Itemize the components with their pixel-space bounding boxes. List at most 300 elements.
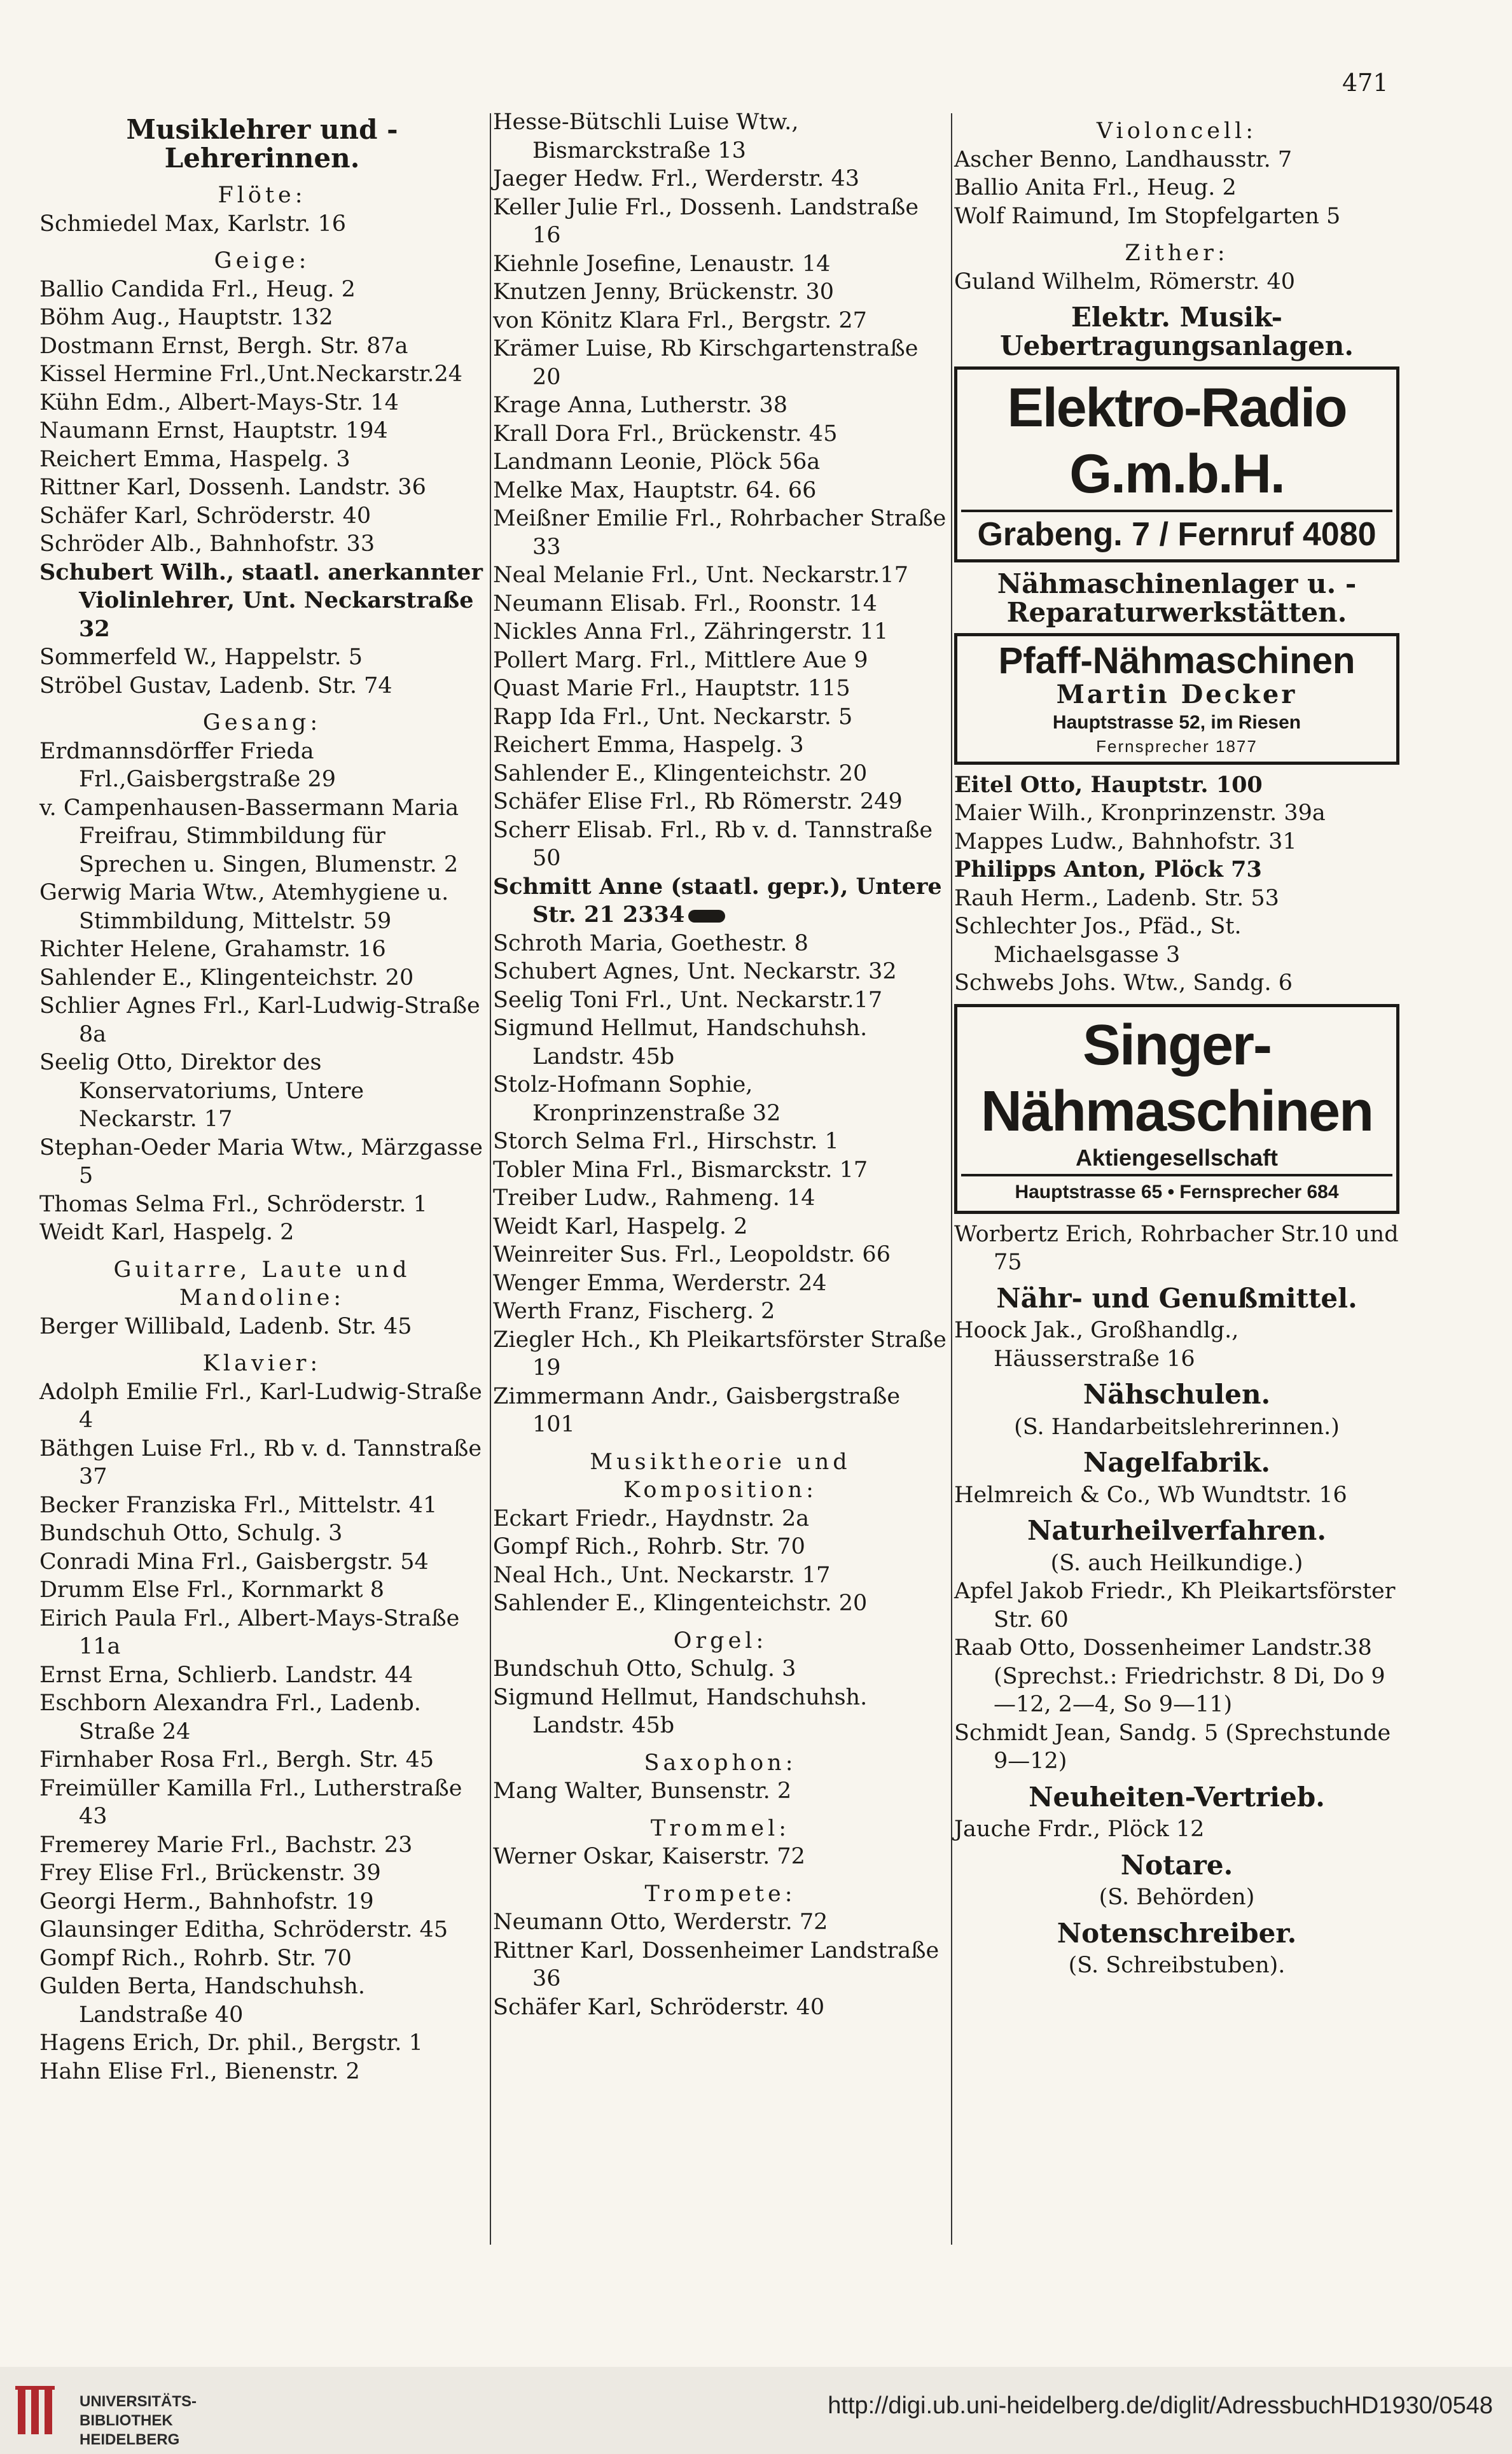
entry-text: Böhm Aug., Hauptstr. 132 bbox=[39, 305, 333, 330]
entry-text: Zither: bbox=[1125, 241, 1229, 266]
entry-text: Neumann Otto, Werderstr. 72 bbox=[493, 1909, 828, 1935]
section-heading bbox=[954, 303, 1399, 360]
directory-entry bbox=[493, 618, 948, 646]
directory-entry bbox=[493, 278, 948, 307]
entry-text: Eirich Paula Frl., Albert-Mays-Straße 11a bbox=[39, 1605, 460, 1659]
entry-text: Saxophon: bbox=[644, 1750, 797, 1776]
directory-entry bbox=[39, 1689, 485, 1746]
directory-entry bbox=[954, 884, 1399, 913]
entry-text: Pollert Marg. Frl., Mittlere Aue 9 bbox=[493, 647, 868, 673]
ad-singer-address: Hauptstrasse 65 • Fernsprecher 684 bbox=[1015, 1181, 1339, 1203]
entry-text: Eschborn Alexandra Frl., Ladenb. Straße 24 bbox=[39, 1691, 421, 1745]
directory-entry bbox=[39, 275, 485, 304]
directory-entry bbox=[954, 1481, 1399, 1510]
column-2 bbox=[493, 108, 948, 2021]
directory-entry bbox=[39, 1548, 485, 1577]
ad-divider bbox=[961, 1174, 1392, 1176]
entry-text: Eitel Otto, Hauptstr. 100 bbox=[954, 771, 1263, 798]
entry-text: Jaeger Hedw. Frl., Werderstr. 43 bbox=[493, 166, 859, 192]
entry-text: Schubert Wilh., staatl. anerkannter Violinlehrer, Unt. Neckarstraße 32 bbox=[39, 559, 483, 642]
entry-text: Conradi Mina Frl., Gaisbergstr. 54 bbox=[39, 1549, 429, 1575]
entry-text: Orgel: bbox=[673, 1628, 768, 1654]
entry-text: Maier Wilh., Kronprinzenstr. 39a bbox=[954, 800, 1326, 826]
directory-entry bbox=[954, 771, 1399, 800]
entry-text: v. Campenhausen-Bassermann Maria Freifrau, Stimmbildung für Sprechen u. Singen, Blumenstr. 2 bbox=[39, 795, 459, 877]
entry-text: Reichert Emma, Haspelg. 3 bbox=[493, 732, 804, 758]
directory-entry bbox=[493, 1505, 948, 1533]
entry-text: Glaunsinger Editha, Schröderstr. 45 bbox=[39, 1917, 448, 1942]
entry-text: Eckart Friedr., Haydnstr. 2a bbox=[493, 1505, 810, 1531]
directory-entry bbox=[39, 417, 485, 445]
entry-text: Guland Wilhelm, Römerstr. 40 bbox=[954, 268, 1296, 295]
directory-entry bbox=[493, 1326, 948, 1383]
ad-elektro-radio-name: Elektro-Radio G.m.b.H. bbox=[1007, 377, 1347, 505]
entry-text: Schmidt Jean, Sandg. 5 (Sprechstunde 9—12) bbox=[954, 1720, 1391, 1774]
directory-entry bbox=[493, 1777, 948, 1806]
directory-entry bbox=[954, 799, 1399, 828]
directory-entry bbox=[39, 1218, 485, 1247]
directory-entry bbox=[39, 360, 485, 389]
entry-text: (S. Handarbeitslehrerinnen.) bbox=[1014, 1414, 1340, 1440]
directory-entry bbox=[39, 473, 485, 502]
directory-entry bbox=[493, 731, 948, 760]
entry-text: Dostmann Ernst, Bergh. Str. 87a bbox=[39, 333, 408, 359]
entry-text: Musiktheorie und Komposition: bbox=[590, 1449, 851, 1503]
entry-text: Ascher Benno, Landhausstr. 7 bbox=[954, 146, 1293, 172]
entry-text: Nagelfabrik. bbox=[1083, 1447, 1271, 1478]
directory-entry bbox=[39, 1972, 485, 2029]
directory-entry bbox=[493, 1383, 948, 1439]
directory-entry bbox=[39, 1605, 485, 1661]
directory-entry bbox=[493, 193, 948, 250]
entry-text: Krall Dora Frl., Brückenstr. 45 bbox=[493, 421, 838, 447]
section-heading bbox=[954, 117, 1399, 146]
cross-reference bbox=[954, 1883, 1399, 1912]
directory-entry bbox=[954, 1815, 1399, 1844]
directory-entry bbox=[493, 1213, 948, 1241]
column-divider bbox=[951, 113, 952, 2245]
column-3 bbox=[954, 108, 1399, 1980]
entry-text: Seelig Toni Frl., Unt. Neckarstr.17 bbox=[493, 987, 883, 1013]
section-naehr-to-noten bbox=[954, 1220, 1399, 1980]
directory-entry bbox=[493, 1184, 948, 1213]
ad-pfaff-phone: Fernsprecher 1877 bbox=[1096, 736, 1258, 756]
directory-entry bbox=[39, 1049, 485, 1134]
directory-entry bbox=[493, 1561, 948, 1590]
entry-text: Nähschulen. bbox=[1083, 1379, 1271, 1410]
entry-text: Ernst Erna, Schlierb. Landstr. 44 bbox=[39, 1662, 413, 1688]
directory-entry bbox=[39, 1519, 485, 1548]
directory-entry bbox=[39, 964, 485, 993]
cross-reference bbox=[954, 1549, 1399, 1578]
entry-text: Worbertz Erich, Rohrbacher Str.10 und 75 bbox=[954, 1221, 1399, 1275]
directory-entry bbox=[493, 590, 948, 618]
directory-entry bbox=[39, 1746, 485, 1774]
entry-text: Rittner Karl, Dossenheimer Landstraße 36 bbox=[493, 1937, 940, 1991]
entry-text: Ziegler Hch., Kh Pleikartsförster Straße 19 bbox=[493, 1327, 947, 1381]
directory-entry bbox=[39, 643, 485, 672]
entry-text: Rapp Ida Frl., Unt. Neckarstr. 5 bbox=[493, 704, 853, 730]
directory-entry bbox=[493, 958, 948, 986]
entry-text: Knutzen Jenny, Brückenstr. 30 bbox=[493, 279, 835, 305]
directory-entry bbox=[39, 2058, 485, 2086]
entry-text: Fremerey Marie Frl., Bachstr. 23 bbox=[39, 1832, 413, 1858]
entry-text: Freimüller Kamilla Frl., Lutherstraße 43 bbox=[39, 1775, 462, 1829]
directory-entry bbox=[954, 1316, 1399, 1373]
entry-text: Werner Oskar, Kaiserstr. 72 bbox=[493, 1844, 805, 1869]
entry-text: Nähmaschinenlager u. -Reparaturwerkstätten. bbox=[997, 568, 1357, 628]
section-violoncell-zither bbox=[954, 117, 1399, 360]
entry-text: Gompf Rich., Rohrb. Str. 70 bbox=[493, 1534, 805, 1559]
directory-entry bbox=[39, 1134, 485, 1190]
entry-text: Treiber Ludw., Rahmeng. 14 bbox=[493, 1185, 815, 1211]
directory-entry bbox=[39, 445, 485, 474]
library-name-line: UNIVERSITÄTS- bbox=[80, 2393, 197, 2410]
entry-text: Berger Willibald, Ladenb. Str. 45 bbox=[39, 1313, 412, 1339]
entry-text: Apfel Jakob Friedr., Kh Pleikartsförster Str. 60 bbox=[954, 1579, 1396, 1633]
library-name-line: BIBLIOTHEK bbox=[80, 2412, 173, 2429]
entry-text: Werth Franz, Fischerg. 2 bbox=[493, 1299, 775, 1324]
entry-text: Schlechter Jos., Pfäd., St. Michaelsgasse 3 bbox=[954, 914, 1242, 968]
entry-text: Neal Melanie Frl., Unt. Neckarstr.17 bbox=[493, 562, 908, 588]
directory-entry bbox=[493, 1156, 948, 1185]
directory-entry bbox=[39, 1190, 485, 1219]
entry-text: Notenschreiber. bbox=[1057, 1917, 1297, 1949]
ad-pfaff bbox=[954, 633, 1399, 765]
directory-entry bbox=[39, 210, 485, 239]
entry-text: Naumann Ernst, Hauptstr. 194 bbox=[39, 418, 388, 443]
entry-text: Kiehnle Josefine, Lenaustr. 14 bbox=[493, 251, 831, 277]
directory-entry bbox=[493, 307, 948, 335]
directory-entry bbox=[493, 1014, 948, 1071]
ad-pfaff-name: Pfaff-Nähmaschinen bbox=[998, 640, 1356, 681]
entry-text: (S. Behörden) bbox=[1099, 1885, 1255, 1910]
entry-text: Rittner Karl, Dossenh. Landstr. 36 bbox=[39, 475, 426, 500]
section-heading bbox=[954, 1917, 1399, 1949]
entry-text: Musiklehrer und -Lehrerinnen. bbox=[126, 114, 398, 174]
entry-text: Sommerfeld W., Happelstr. 5 bbox=[39, 645, 363, 670]
directory-entry bbox=[493, 930, 948, 958]
ad-singer-name: Singer-Nähmaschinen bbox=[980, 1013, 1373, 1143]
entry-text: Reichert Emma, Haspelg. 3 bbox=[39, 446, 350, 472]
directory-entry bbox=[493, 674, 948, 703]
directory-entry bbox=[954, 1220, 1399, 1277]
entry-text: Rauh Herm., Ladenb. Str. 53 bbox=[954, 885, 1279, 911]
section-heading bbox=[493, 1749, 948, 1778]
directory-entry bbox=[39, 1313, 485, 1341]
entry-text: Bundschuh Otto, Schulg. 3 bbox=[493, 1656, 796, 1682]
entry-text: Gerwig Maria Wtw., Atemhygiene u. Stimmbildung, Mittelstr. 59 bbox=[39, 880, 449, 934]
directory-entry bbox=[39, 1916, 485, 1944]
directory-entry bbox=[954, 969, 1399, 998]
entry-text: Hahn Elise Frl., Bienenstr. 2 bbox=[39, 2058, 360, 2084]
directory-entry bbox=[493, 1533, 948, 1561]
section-heading bbox=[493, 1880, 948, 1909]
entry-text: Krämer Luise, Rb Kirschgartenstraße 20 bbox=[493, 336, 919, 390]
entry-text: Hoock Jak., Großhandlg., Häusserstraße 16 bbox=[954, 1318, 1239, 1372]
entry-text: Bäthgen Luise Frl., Rb v. d. Tannstraße 37 bbox=[39, 1435, 482, 1489]
section-heading bbox=[493, 1448, 948, 1505]
section-naehmaschinen-list bbox=[954, 771, 1399, 998]
section-heading bbox=[954, 1851, 1399, 1880]
entry-text: Schröder Alb., Bahnhofstr. 33 bbox=[39, 531, 375, 557]
section-heading bbox=[39, 1256, 485, 1313]
entry-text: Neuheiten-Vertrieb. bbox=[1029, 1781, 1325, 1813]
directory-entry bbox=[39, 1491, 485, 1520]
entry-text: Geige: bbox=[214, 248, 310, 274]
entry-text: (S. auch Heilkundige.) bbox=[1050, 1550, 1303, 1576]
entry-text: Ballio Anita Frl., Heug. 2 bbox=[954, 175, 1237, 200]
directory-entry bbox=[954, 828, 1399, 856]
entry-text: Storch Selma Frl., Hirschstr. 1 bbox=[493, 1129, 839, 1154]
entry-text: Jauche Frdr., Plöck 12 bbox=[954, 1816, 1205, 1842]
directory-entry bbox=[39, 1888, 485, 1916]
entry-text: Schmitt Anne (staatl. gepr.), Untere Str. 21 2334 bbox=[493, 873, 942, 928]
entry-text: Gompf Rich., Rohrb. Str. 70 bbox=[39, 1945, 352, 1971]
entry-text: Sahlender E., Klingenteichstr. 20 bbox=[493, 760, 868, 786]
entry-text: Raab Otto, Dossenheimer Landstr.38 (Sprechst.: Friedrichstr. 8 Di, Do 9—12, 2—4, So 9—11) bbox=[954, 1635, 1385, 1717]
directory-entry bbox=[39, 737, 485, 794]
entry-text: Schmiedel Max, Karlstr. 16 bbox=[39, 211, 346, 237]
directory-entry bbox=[39, 1944, 485, 1973]
entry-text: Drumm Else Frl., Kornmarkt 8 bbox=[39, 1577, 384, 1603]
directory-entry bbox=[493, 1241, 948, 1269]
ad-divider bbox=[961, 510, 1392, 512]
column-1 bbox=[39, 108, 485, 2086]
directory-entry bbox=[493, 420, 948, 449]
directory-entry bbox=[39, 530, 485, 559]
entry-text: Weidt Karl, Haspelg. 2 bbox=[493, 1213, 748, 1239]
entry-text: Meißner Emilie Frl., Rohrbacher Straße 33 bbox=[493, 506, 947, 560]
directory-entry bbox=[39, 303, 485, 332]
entry-text: Schwebs Johs. Wtw., Sandg. 6 bbox=[954, 970, 1293, 996]
entry-text: Bundschuh Otto, Schulg. 3 bbox=[39, 1521, 343, 1546]
directory-entry bbox=[493, 873, 948, 930]
university-library-logo-icon bbox=[13, 2383, 57, 2441]
directory-entry bbox=[493, 646, 948, 675]
section-heading bbox=[493, 1815, 948, 1843]
column-divider bbox=[490, 113, 491, 2245]
entry-text: Trommel: bbox=[650, 1815, 791, 1841]
directory-entry bbox=[954, 912, 1399, 969]
entry-text: Georgi Herm., Bahnhofstr. 19 bbox=[39, 1888, 374, 1914]
entry-text: Ballio Candida Frl., Heug. 2 bbox=[39, 276, 356, 302]
directory-entry bbox=[39, 1435, 485, 1491]
entry-text: Erdmannsdörffer Frieda Frl.,Gaisbergstraße 29 bbox=[39, 738, 336, 792]
telephone-icon bbox=[688, 910, 725, 923]
section-heading bbox=[954, 1517, 1399, 1545]
entry-text: Elektr. Musik-Uebertragungsanlagen. bbox=[1000, 302, 1354, 361]
directory-entry bbox=[493, 1655, 948, 1684]
entry-text: Ströbel Gustav, Ladenb. Str. 74 bbox=[39, 673, 392, 699]
library-name-line: HEIDELBERG bbox=[80, 2431, 180, 2448]
directory-entry bbox=[493, 1908, 948, 1937]
directory-entry bbox=[493, 477, 948, 505]
section-heading bbox=[39, 181, 485, 210]
directory-entry bbox=[954, 268, 1399, 296]
entry-text: Schäfer Karl, Schröderstr. 40 bbox=[39, 503, 371, 529]
section-heading bbox=[954, 1381, 1399, 1409]
directory-entry bbox=[493, 1937, 948, 1993]
cross-reference bbox=[954, 1951, 1399, 1980]
directory-entry bbox=[493, 1589, 948, 1618]
directory-entry bbox=[493, 703, 948, 732]
section-heading bbox=[39, 709, 485, 737]
directory-entry bbox=[493, 1993, 948, 2022]
directory-entry bbox=[954, 202, 1399, 231]
entry-text: Schroth Maria, Goethestr. 8 bbox=[493, 930, 808, 956]
entry-text: Mang Walter, Bunsenstr. 2 bbox=[493, 1778, 792, 1804]
directory-entry bbox=[493, 165, 948, 193]
entry-text: Trompete: bbox=[644, 1881, 796, 1907]
library-name bbox=[80, 2392, 197, 2450]
entry-text: Flöte: bbox=[218, 183, 307, 208]
directory-entry bbox=[39, 672, 485, 701]
directory-entry bbox=[39, 502, 485, 531]
directory-entry bbox=[39, 2029, 485, 2058]
entry-text: Firnhaber Rosa Frl., Bergh. Str. 45 bbox=[39, 1747, 434, 1773]
directory-entry bbox=[39, 1378, 485, 1435]
entry-text: Becker Franziska Frl., Mittelstr. 41 bbox=[39, 1492, 438, 1518]
entry-text: Sahlender E., Klingenteichstr. 20 bbox=[39, 965, 414, 991]
section-heading bbox=[39, 116, 485, 172]
section-heading bbox=[954, 1282, 1399, 1314]
entry-text: Hesse-Bütschli Luise Wtw., Bismarckstraße 13 bbox=[493, 109, 799, 164]
entry-text: Notare. bbox=[1120, 1849, 1233, 1881]
section-heading bbox=[39, 247, 485, 275]
entry-text: Wenger Emma, Werderstr. 24 bbox=[493, 1270, 827, 1296]
directory-entry bbox=[493, 448, 948, 477]
page-number: 471 bbox=[1342, 69, 1389, 97]
directory-entry bbox=[493, 816, 948, 873]
directory-entry bbox=[493, 986, 948, 1015]
entry-text: Weidt Karl, Haspelg. 2 bbox=[39, 1220, 295, 1245]
entry-text: Gulden Berta, Handschuhsh. Landstraße 40 bbox=[39, 1974, 365, 2028]
directory-entry bbox=[493, 561, 948, 590]
entry-text: von Könitz Klara Frl., Bergstr. 27 bbox=[493, 307, 867, 333]
entry-text: Thomas Selma Frl., Schröderstr. 1 bbox=[39, 1191, 427, 1217]
section-heading bbox=[493, 1627, 948, 1656]
directory-entry bbox=[39, 794, 485, 879]
entry-text: Gesang: bbox=[202, 710, 322, 736]
directory-entry bbox=[493, 1269, 948, 1298]
source-url-link[interactable]: http://digi.ub.uni-heidelberg.de/diglit/AdressbuchHD1930/0548 bbox=[828, 2392, 1493, 2419]
entry-text: Landmann Leonie, Plöck 56a bbox=[493, 449, 821, 475]
directory-entry bbox=[39, 389, 485, 417]
entry-text: Sahlender E., Klingenteichstr. 20 bbox=[493, 1591, 868, 1616]
entry-text: Neal Hch., Unt. Neckarstr. 17 bbox=[493, 1562, 831, 1588]
entry-text: Nähr- und Genußmittel. bbox=[996, 1282, 1357, 1314]
entry-text: Krage Anna, Lutherstr. 38 bbox=[493, 393, 787, 418]
ad-singer-subtitle: Aktiengesellschaft bbox=[1075, 1144, 1279, 1171]
entry-text: Schlier Agnes Frl., Karl-Ludwig-Straße 8a bbox=[39, 993, 480, 1047]
entry-text: Wolf Raimund, Im Stopfelgarten 5 bbox=[954, 203, 1341, 229]
entry-text: Klavier: bbox=[202, 1351, 322, 1376]
directory-entry bbox=[39, 332, 485, 361]
ad-elektro-radio-address: Grabeng. 7 / Fernruf 4080 bbox=[977, 516, 1377, 553]
directory-entry bbox=[39, 935, 485, 964]
entry-text: Stephan-Oeder Maria Wtw., Märzgasse 5 bbox=[39, 1134, 483, 1189]
entry-text: Guitarre, Laute und Mandoline: bbox=[113, 1257, 411, 1311]
entry-text: Scherr Elisab. Frl., Rb v. d. Tannstraße 50 bbox=[493, 817, 933, 871]
entry-text: Violoncell: bbox=[1096, 118, 1258, 144]
entry-text: Tobler Mina Frl., Bismarckstr. 17 bbox=[493, 1157, 868, 1183]
directory-entry bbox=[493, 108, 948, 165]
directory-entry bbox=[39, 992, 485, 1049]
directory-entry bbox=[493, 391, 948, 420]
directory-entry bbox=[493, 1071, 948, 1127]
entry-text: Neumann Elisab. Frl., Roonstr. 14 bbox=[493, 590, 877, 617]
entry-text: Naturheilverfahren. bbox=[1027, 1515, 1326, 1546]
entry-text: (S. Schreibstuben). bbox=[1068, 1953, 1286, 1978]
section-heading bbox=[954, 1449, 1399, 1477]
ad-pfaff-address: Hauptstrasse 52, im Riesen bbox=[1052, 711, 1301, 733]
directory-entry bbox=[493, 1297, 948, 1326]
entry-text: Quast Marie Frl., Hauptstr. 115 bbox=[493, 676, 850, 701]
directory-entry bbox=[954, 1634, 1399, 1719]
entry-text: Zimmermann Andr., Gaisbergstraße 101 bbox=[493, 1383, 901, 1437]
entry-text: Schäfer Elise Frl., Rb Römerstr. 249 bbox=[493, 789, 903, 814]
entry-text: Kühn Edm., Albert-Mays-Str. 14 bbox=[39, 389, 399, 415]
entry-text: Schubert Agnes, Unt. Neckarstr. 32 bbox=[493, 959, 897, 984]
directory-entry bbox=[493, 788, 948, 816]
section-heading bbox=[954, 570, 1399, 627]
directory-entry bbox=[493, 1684, 948, 1740]
entry-text: Philipps Anton, Plöck 73 bbox=[954, 856, 1262, 882]
directory-entry bbox=[39, 1831, 485, 1860]
entry-text: Keller Julie Frl., Dossenh. Landstraße 16 bbox=[493, 194, 919, 248]
directory-entry bbox=[954, 146, 1399, 174]
directory-entry bbox=[493, 760, 948, 788]
ad-elektro-radio bbox=[954, 366, 1399, 562]
entry-text: Sigmund Hellmut, Handschuhsh. Landstr. 45b bbox=[493, 1684, 868, 1738]
directory-entry bbox=[493, 505, 948, 561]
directory-entry bbox=[39, 1774, 485, 1831]
directory-entry bbox=[39, 1576, 485, 1605]
entry-text: Weinreiter Sus. Frl., Leopoldstr. 66 bbox=[493, 1242, 891, 1267]
entry-text: Helmreich & Co., Wb Wundtstr. 16 bbox=[954, 1482, 1347, 1508]
entry-text: Schäfer Karl, Schröderstr. 40 bbox=[493, 1994, 825, 2020]
directory-entry bbox=[954, 1719, 1399, 1776]
directory-entry bbox=[39, 559, 485, 644]
entry-text: Melke Max, Hauptstr. 64. 66 bbox=[493, 477, 817, 503]
ad-singer bbox=[954, 1004, 1399, 1214]
entry-text: Sigmund Hellmut, Handschuhsh. Landstr. 45b bbox=[493, 1015, 868, 1070]
directory-entry bbox=[39, 1661, 485, 1690]
entry-text: Kissel Hermine Frl.,Unt.Neckarstr.24 bbox=[39, 361, 463, 387]
section-heading bbox=[39, 1349, 485, 1378]
entry-text: Frey Elise Frl., Brückenstr. 39 bbox=[39, 1860, 381, 1886]
entry-text: Stolz-Hofmann Sophie, Kronprinzenstraße 32 bbox=[493, 1072, 781, 1126]
cross-reference bbox=[954, 1413, 1399, 1442]
directory-entry bbox=[493, 335, 948, 391]
entry-text: Mappes Ludw., Bahnhofstr. 31 bbox=[954, 828, 1297, 854]
footer bbox=[0, 2367, 1512, 2454]
entry-text: Richter Helene, Grahamstr. 16 bbox=[39, 937, 386, 962]
directory-entry bbox=[954, 1577, 1399, 1634]
section-heading bbox=[954, 239, 1399, 268]
directory-entry bbox=[39, 1859, 485, 1888]
directory-entry bbox=[954, 174, 1399, 202]
directory-entry bbox=[493, 250, 948, 279]
ad-pfaff-owner: Martin Decker bbox=[1056, 680, 1298, 709]
directory-entry bbox=[493, 1127, 948, 1156]
directory-entry bbox=[954, 856, 1399, 884]
entry-text: Adolph Emilie Frl., Karl-Ludwig-Straße 4 bbox=[39, 1379, 482, 1433]
entry-text: Hagens Erich, Dr. phil., Bergstr. 1 bbox=[39, 2030, 423, 2056]
section-naehmaschinen bbox=[954, 570, 1399, 627]
section-heading bbox=[954, 1783, 1399, 1812]
